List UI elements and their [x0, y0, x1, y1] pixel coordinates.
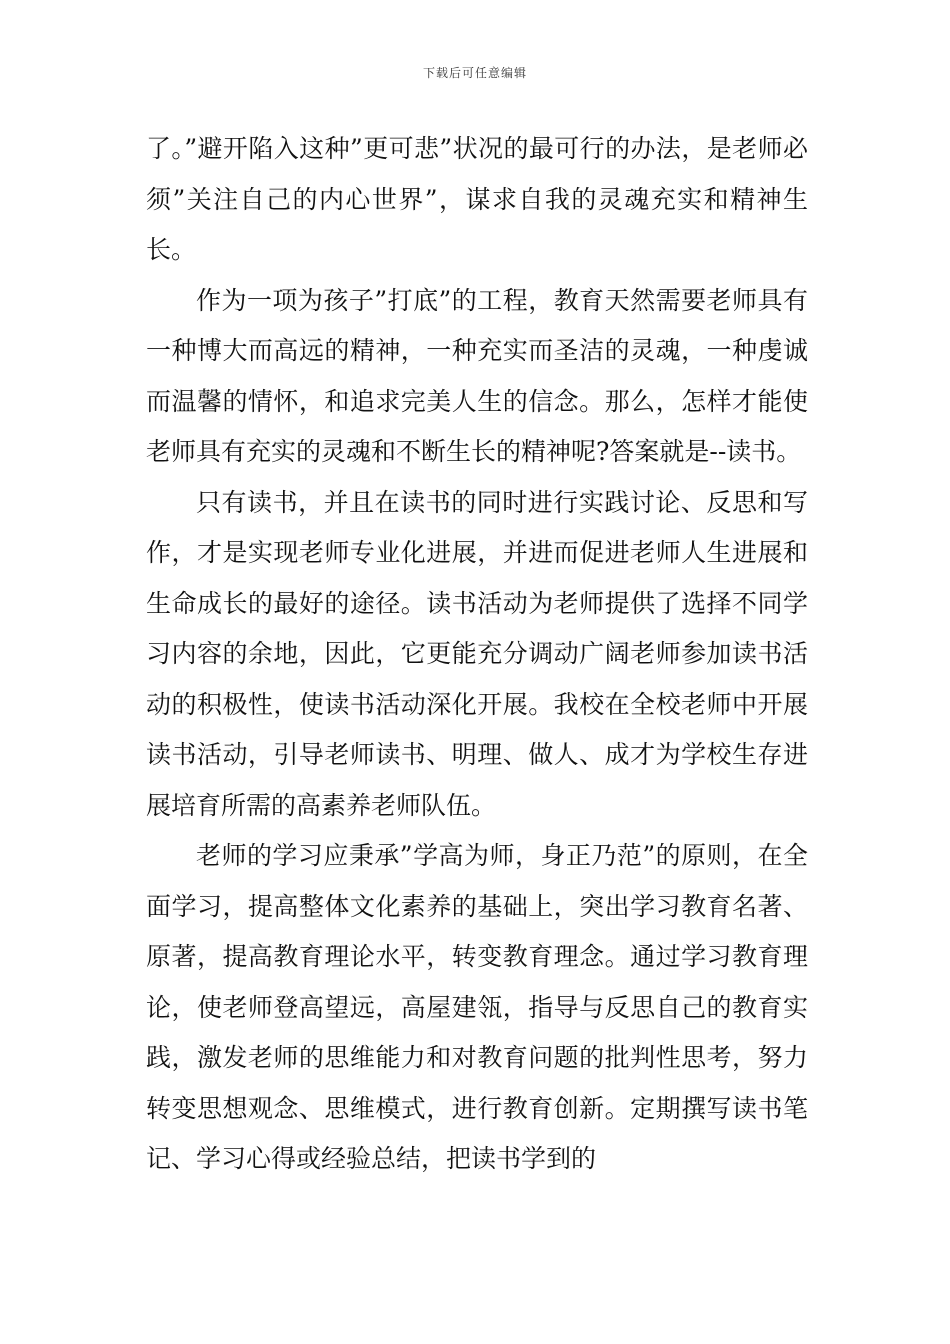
paragraph-3: 只有读书，并且在读书的同时进行实践讨论、反思和写作，才是实现老师专业化进展，并进而促进老师人生进展和生命成长的最好的途径。读书活动为老师提供了选择不同学习内容的余地，因此，它更能充分调动广阔老师参加读书活动的积极性，使读书活动深化开展。我校在全校老师中开展读书活动，引导老师读书、明理、做人、成才为学校生存进展培育所需的高素养老师队伍。	[146, 487, 808, 820]
document-body	[146, 124, 808, 1185]
paragraph-4: 老师的学习应秉承”学高为师，身正乃范”的原则，在全面学习，提高整体文化素养的基础上，突出学习教育名著、原著，提高教育理论水平，转变教育理念。通过学习教育理论，使老师登高望远，高屋建瓴，指导与反思自己的教育实践，激发老师的思维能力和对教育问题的批判性思考，努力转变思想观念、思维模式，进行教育创新。定期撰写读书笔记、学习心得或经验总结，把读书学到的	[146, 841, 808, 1173]
paragraph-2: 作为一项为孩子”打底”的工程，教育天然需要老师具有一种博大而高远的精神，一种充实而圣洁的灵魂，一种虔诚而温馨的情怀，和追求完美人生的信念。那么，怎样才能使老师具有充实的灵魂和不断生长的精神呢?答案就是--读书。	[146, 285, 808, 466]
paragraph-1: 了。”避开陷入这种”更可悲”状况的最可行的办法，是老师必须”关注自己的内心世界”，谋求自我的灵魂充实和精神生长。	[146, 134, 808, 264]
page-header: 下载后可任意编辑	[422, 66, 527, 80]
